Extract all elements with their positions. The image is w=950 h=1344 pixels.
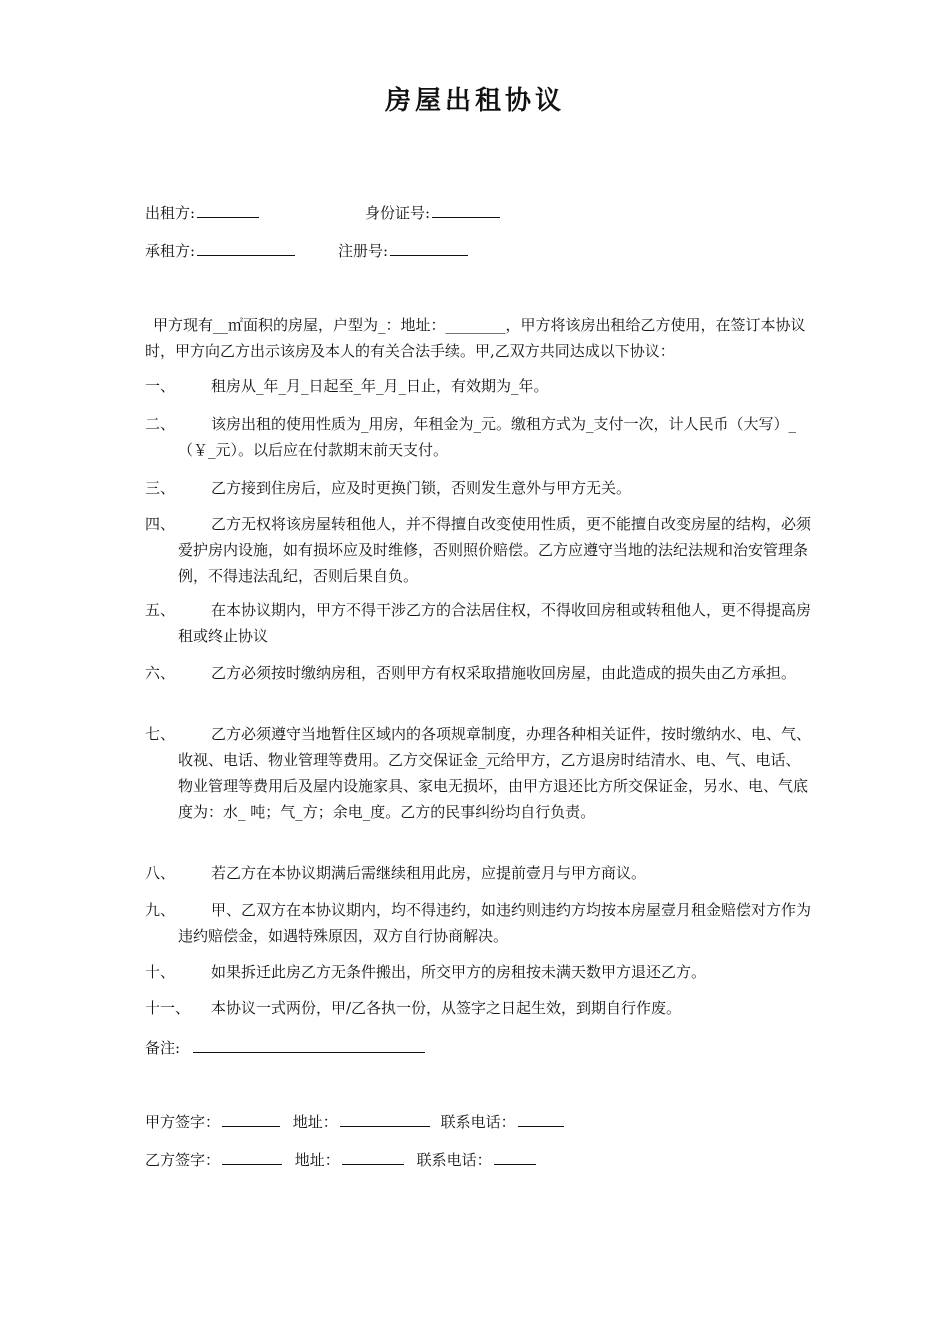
remark-blank	[193, 1038, 425, 1053]
party-a-sign-blank	[222, 1112, 280, 1127]
reg-number-label: 注册号:	[338, 242, 389, 260]
lessor-label: 出租方:	[145, 204, 196, 222]
clause-text: 乙方接到住房后，应及时更换门锁，否则发生意外与甲方无关。	[211, 479, 632, 497]
party-b-phone-label: 联系电话：	[416, 1151, 492, 1169]
clause-number: 九、	[145, 901, 176, 919]
clause-text: 乙方必须遵守当地暂住区域内的各项规章制度，办理各种相关证件，按时缴纳水、电、气、收视、电话、物业管理等费用。乙方交保证金_元给甲方，乙方退房时结清水、电、气、电话、物业管理等费用后及屋内设施家具、家电无损坏，由甲方退还比方所交保证金，另水、电、气底度为：水_ 吨；气_方；余电_度。乙方的民事纠纷均自行负责。	[178, 725, 812, 821]
lessee-row	[145, 240, 389, 261]
clause-number: 二、	[145, 415, 176, 433]
signature-row-party-b	[145, 1149, 536, 1170]
clause-10	[145, 959, 815, 985]
party-a-phone-blank	[518, 1112, 564, 1127]
clause-text: 乙方无权将该房屋转租他人，并不得擅自改变使用性质，更不能擅自改变房屋的结构，必须爱护房内设施，如有损坏应及时维修，否则照价赔偿。乙方应遵守当地的法纪法规和治安管理条例，不得违法乱纪，否则后果自负。	[178, 515, 812, 585]
reg-number-blank	[390, 241, 468, 256]
clause-number: 四、	[145, 515, 176, 533]
party-a-phone-label: 联系电话：	[440, 1113, 516, 1131]
party-b-sign-label: 乙方签字：	[145, 1151, 221, 1169]
id-number-label: 身份证号:	[365, 204, 431, 222]
clause-3	[145, 475, 815, 501]
clause-number: 十、	[145, 963, 176, 981]
signature-row-party-a	[145, 1111, 564, 1132]
clause-text: 乙方必须按时缴纳房租，否则甲方有权采取措施收回房屋，由此造成的损失由乙方承担。	[211, 664, 797, 682]
clause-number: 一、	[145, 377, 176, 395]
clause-text: 在本协议期内，甲方不得干涉乙方的合法居住权，不得收回房租或转租他人，更不得提高房租或终止协议	[178, 601, 812, 645]
clause-number: 六、	[145, 664, 176, 682]
remark-row	[145, 1037, 425, 1058]
clause-2	[145, 411, 815, 463]
party-b-phone-blank	[494, 1150, 536, 1165]
intro-paragraph: 甲方现有__㎡面积的房屋，户型为_：地址：________，甲方将该房出租给乙方使用，在签订本协议时，甲方向乙方出示该房及本人的有关合法手续。甲,乙双方共同达成以下协议：	[145, 316, 806, 360]
lessor-blank	[197, 203, 259, 218]
clause-number: 三、	[145, 479, 176, 497]
clause-number: 八、	[145, 864, 176, 882]
party-a-address-label: 地址：	[292, 1113, 338, 1131]
clause-4	[145, 511, 815, 589]
lessor-row	[145, 202, 431, 223]
clause-text: 甲、乙双方在本协议期内，均不得违约，如违约则违约方均按本房屋壹月租金赔偿对方作为违约赔偿金，如遇特殊原因，双方自行协商解决。	[178, 901, 812, 945]
lessee-blank	[197, 241, 295, 256]
clause-1	[145, 373, 815, 399]
id-number-blank	[432, 203, 500, 218]
id-number-field	[365, 202, 500, 223]
clause-text: 该房出租的使用性质为_用房，年租金为_元。缴租方式为_支付一次，计人民币（大写）_（￥_元）。以后应在付款期末前天支付。	[178, 415, 797, 459]
remark-label: 备注:	[145, 1039, 181, 1057]
party-a-sign-label: 甲方签字：	[145, 1113, 221, 1131]
reg-number-field	[338, 240, 468, 261]
clause-text: 本协议一式两份，甲/乙各执一份，从签字之日起生效，到期自行作废。	[211, 999, 682, 1017]
clause-text: 租房从_年_月_日起至_年_月_日止，有效期为_年。	[211, 377, 549, 395]
clause-number: 十一、	[145, 999, 191, 1017]
clause-7	[145, 721, 815, 825]
clause-8	[145, 860, 815, 886]
lessee-label: 承租方:	[145, 242, 196, 260]
party-b-address-blank	[342, 1150, 404, 1165]
clause-5	[145, 597, 815, 649]
clause-11	[145, 995, 815, 1021]
clause-9	[145, 897, 815, 949]
clause-text: 若乙方在本协议期满后需继续租用此房，应提前壹月与甲方商议。	[211, 864, 647, 882]
document-title: 房屋出租协议	[384, 86, 565, 116]
party-b-address-label: 地址：	[294, 1151, 340, 1169]
clause-6	[145, 660, 815, 686]
party-b-sign-blank	[222, 1150, 282, 1165]
clause-number: 五、	[145, 601, 176, 619]
party-a-address-blank	[340, 1112, 430, 1127]
clause-text: 如果拆迁此房乙方无条件搬出，所交甲方的房租按未满天数甲方退还乙方。	[211, 963, 707, 981]
clause-number: 七、	[145, 725, 176, 743]
